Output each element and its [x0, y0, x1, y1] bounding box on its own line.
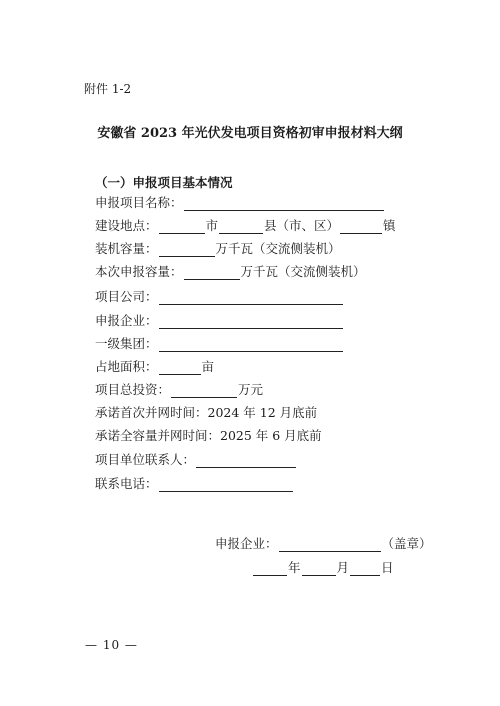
contact-person-row	[95, 452, 297, 468]
current-capacity-blank[interactable]	[184, 266, 240, 280]
location-row	[95, 218, 396, 234]
section-heading: （一）申报项目基本情况	[95, 175, 233, 190]
town-suffix: 镇	[383, 218, 396, 233]
total-investment-blank[interactable]	[171, 384, 237, 398]
project-company-label: 项目公司：	[95, 289, 158, 304]
land-area-unit: 亩	[201, 359, 215, 374]
phone-label: 联系电话：	[95, 476, 158, 491]
group-row	[95, 336, 344, 352]
capacity-unit: 万千瓦（交流侧装机）	[215, 241, 341, 256]
contact-person-blank[interactable]	[196, 454, 296, 468]
city-suffix: 市	[205, 218, 219, 233]
phone-blank[interactable]	[159, 478, 293, 492]
capacity-blank[interactable]	[159, 243, 215, 257]
page-number: — 10 —	[85, 638, 138, 652]
town-blank[interactable]	[340, 220, 382, 234]
full-grid-row	[95, 428, 322, 444]
city-blank[interactable]	[159, 220, 205, 234]
total-investment-unit: 万元	[238, 382, 264, 397]
project-name-blank[interactable]	[184, 197, 384, 211]
phone-row	[95, 476, 294, 492]
seal-label: （盖章）	[381, 536, 432, 551]
month-blank[interactable]	[302, 562, 336, 576]
land-area-blank[interactable]	[159, 361, 201, 375]
land-area-row	[95, 359, 214, 375]
year-label: 年	[288, 560, 301, 575]
month-label: 月	[336, 560, 350, 575]
land-area-label: 占地面积：	[95, 359, 158, 374]
day-label: 日	[381, 560, 394, 575]
total-investment-label: 项目总投资：	[95, 382, 171, 397]
first-grid-text: 承诺首次并网时间：2024 年 12 月底前	[95, 405, 318, 420]
year-blank[interactable]	[253, 562, 287, 576]
total-investment-row	[95, 382, 263, 398]
group-blank[interactable]	[159, 338, 343, 352]
current-capacity-label: 本次申报容量：	[95, 264, 183, 279]
capacity-label: 装机容量：	[95, 241, 158, 256]
full-grid-text: 承诺全容量并网时间：2025 年 6 月底前	[95, 428, 322, 443]
first-grid-row	[95, 405, 317, 421]
applicant-row	[95, 313, 344, 329]
group-label: 一级集团：	[95, 336, 158, 351]
day-blank[interactable]	[350, 562, 380, 576]
document-title: 安徽省 2023 年光伏发电项目资格初审申报材料大纲	[97, 126, 403, 141]
project-name-row	[95, 195, 385, 211]
project-company-row	[95, 289, 344, 305]
applicant-label: 申报企业：	[95, 313, 158, 328]
date-row	[252, 560, 394, 576]
current-capacity-row	[95, 264, 366, 280]
attachment-label: 附件 1-2	[84, 82, 132, 96]
project-name-label: 申报项目名称：	[95, 195, 183, 210]
project-company-blank[interactable]	[159, 291, 343, 305]
applicant-blank[interactable]	[159, 315, 343, 329]
current-capacity-unit: 万千瓦（交流侧装机）	[240, 264, 366, 279]
signature-applicant-blank[interactable]	[279, 538, 381, 552]
capacity-row	[95, 241, 341, 257]
signature-applicant-label: 申报企业：	[215, 536, 278, 551]
signature-row	[215, 536, 432, 552]
county-blank[interactable]	[219, 220, 263, 234]
location-label: 建设地点：	[95, 218, 158, 233]
contact-person-label: 项目单位联系人：	[95, 452, 196, 467]
county-suffix: 县（市、区）	[264, 218, 340, 233]
